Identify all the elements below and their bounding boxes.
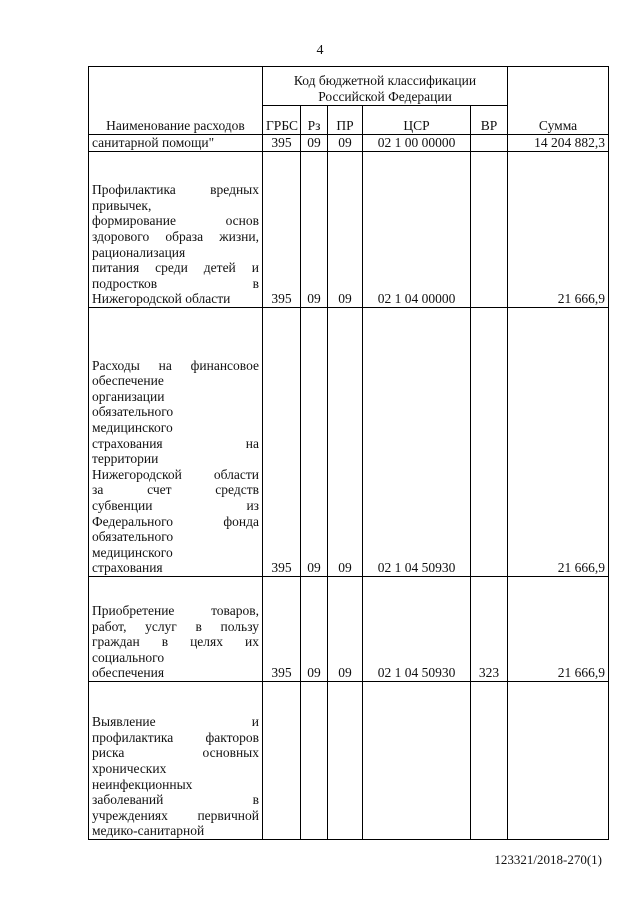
row-name-line: страхования bbox=[92, 560, 163, 576]
row-grbs: 395 bbox=[263, 308, 301, 577]
row-rz: 09 bbox=[301, 577, 328, 682]
row-pr: 09 bbox=[328, 577, 363, 682]
row-rz: 09 bbox=[301, 135, 328, 152]
row-name-line: заболеваний в bbox=[92, 792, 259, 808]
row-pr bbox=[328, 682, 363, 840]
row-sum: 14 204 882,3 bbox=[508, 135, 609, 152]
row-name-line: за счет средств bbox=[92, 482, 259, 498]
row-name-line: Нижегородской области bbox=[92, 291, 231, 307]
row-name bbox=[89, 135, 263, 152]
row-name-line: организации bbox=[92, 388, 165, 404]
row-name-line: социального bbox=[92, 649, 165, 665]
row-name-line: санитарной помощи" bbox=[92, 135, 215, 151]
row-sum bbox=[508, 682, 609, 840]
row-name-line: субвенции из bbox=[92, 498, 259, 514]
header-sum: Сумма bbox=[508, 67, 609, 135]
row-name bbox=[89, 682, 263, 840]
row-name-line: страхования на bbox=[92, 435, 259, 451]
row-name bbox=[89, 152, 263, 308]
row-csr: 02 1 04 00000 bbox=[363, 152, 471, 308]
row-name-line: медицинского bbox=[92, 544, 173, 560]
row-name-line: территории bbox=[92, 451, 159, 467]
row-vr bbox=[471, 152, 508, 308]
table-row bbox=[89, 577, 609, 682]
row-grbs: 395 bbox=[263, 152, 301, 308]
row-name bbox=[89, 308, 263, 577]
row-rz bbox=[301, 682, 328, 840]
row-name-line: рационализация bbox=[92, 244, 186, 260]
row-name-line: подростков в bbox=[92, 275, 259, 291]
row-name-line: хронических bbox=[92, 761, 167, 777]
row-grbs: 395 bbox=[263, 577, 301, 682]
row-vr bbox=[471, 682, 508, 840]
document-code: 123321/2018-270(1) bbox=[494, 852, 602, 867]
row-name-line: медико-санитарной bbox=[92, 823, 205, 839]
row-name-line: формирование основ bbox=[92, 213, 259, 229]
row-name-line: обязательного bbox=[92, 529, 174, 545]
row-name-line: неинфекционных bbox=[92, 776, 193, 792]
row-grbs: 395 bbox=[263, 135, 301, 152]
row-rz: 09 bbox=[301, 152, 328, 308]
row-name-line: профилактика факторов bbox=[92, 729, 259, 745]
header-code-group: Код бюджетной классификации Российской Федерации bbox=[263, 67, 508, 106]
header-name: Наименование расходов bbox=[89, 67, 263, 135]
row-name-line: здорового образа жизни, bbox=[92, 229, 259, 245]
row-name bbox=[89, 577, 263, 682]
row-pr: 09 bbox=[328, 135, 363, 152]
header-csr: ЦСР bbox=[363, 106, 471, 135]
row-name-line: питания среди детей и bbox=[92, 260, 259, 276]
row-name-line: граждан в целях их bbox=[92, 634, 259, 650]
budget-table bbox=[88, 66, 609, 840]
row-name-line: Выявление и bbox=[92, 714, 259, 730]
row-vr bbox=[471, 308, 508, 577]
row-name-line: обеспечение bbox=[92, 373, 164, 389]
row-vr: 323 bbox=[471, 577, 508, 682]
table-row bbox=[89, 682, 609, 840]
table-row bbox=[89, 152, 609, 308]
row-pr: 09 bbox=[328, 308, 363, 577]
table-row bbox=[89, 135, 609, 152]
header-rz: Рз bbox=[301, 106, 328, 135]
row-grbs bbox=[263, 682, 301, 840]
page-number: 4 bbox=[316, 43, 324, 58]
row-sum: 21 666,9 bbox=[508, 577, 609, 682]
row-name-line: Федерального фонда bbox=[92, 513, 259, 529]
row-sum: 21 666,9 bbox=[508, 308, 609, 577]
table-row bbox=[89, 308, 609, 577]
header-grbs: ГРБС bbox=[263, 106, 301, 135]
row-name-line: обеспечения bbox=[92, 665, 165, 681]
row-sum: 21 666,9 bbox=[508, 152, 609, 308]
row-csr: 02 1 04 50930 bbox=[363, 577, 471, 682]
row-pr: 09 bbox=[328, 152, 363, 308]
row-name-line: Нижегородской области bbox=[92, 466, 259, 482]
row-csr: 02 1 00 00000 bbox=[363, 135, 471, 152]
row-name-line: Расходы на финансовое bbox=[92, 357, 259, 373]
row-name-line: Профилактика вредных bbox=[92, 182, 259, 198]
row-name-line: учреждениях первичной bbox=[92, 807, 259, 823]
row-name-line: обязательного bbox=[92, 404, 174, 420]
row-name-line: медицинского bbox=[92, 420, 173, 436]
row-name-line: привычек, bbox=[92, 197, 152, 213]
row-csr bbox=[363, 682, 471, 840]
row-rz: 09 bbox=[301, 308, 328, 577]
row-name-line: работ, услуг в пользу bbox=[92, 618, 259, 634]
row-name-line: риска основных bbox=[92, 745, 259, 761]
row-name-line: Приобретение товаров, bbox=[92, 603, 259, 619]
row-csr: 02 1 04 50930 bbox=[363, 308, 471, 577]
row-vr bbox=[471, 135, 508, 152]
header-pr: ПР bbox=[328, 106, 363, 135]
header-vr: ВР bbox=[471, 106, 508, 135]
